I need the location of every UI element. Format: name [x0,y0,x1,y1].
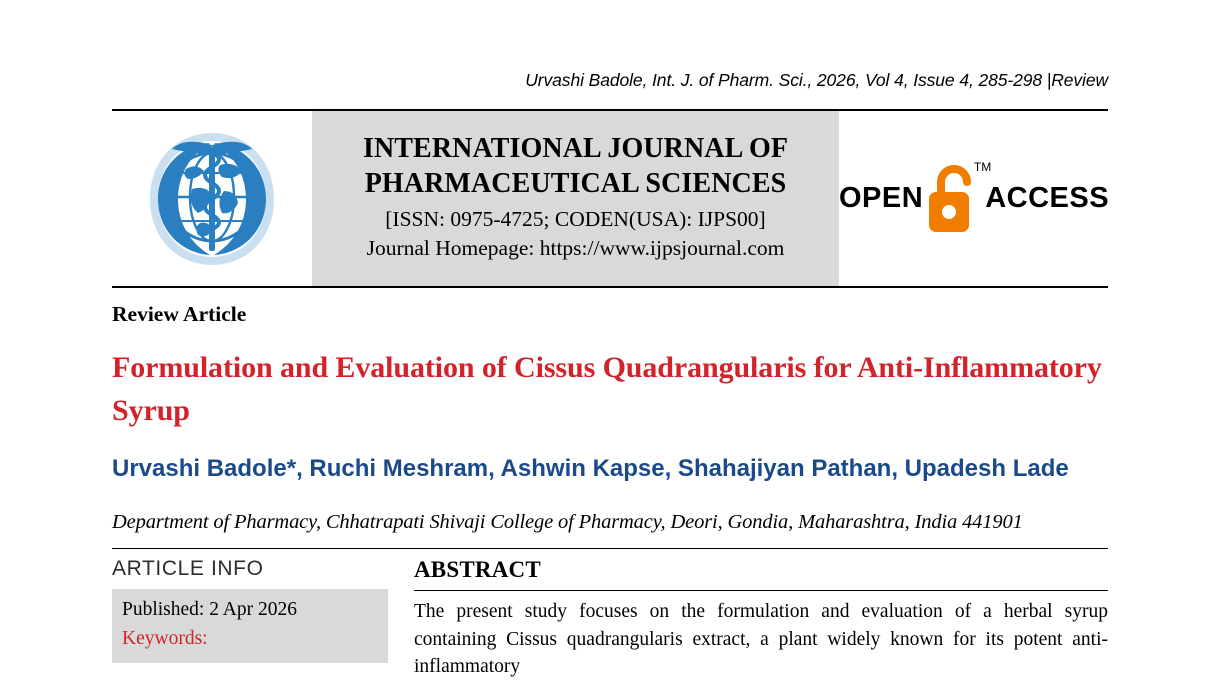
header-rule-bottom [112,286,1108,288]
trademark-mark: TM [973,159,992,174]
article-affiliation: Department of Pharmacy, Chhatrapati Shivaji College of Pharmacy, Deori, Gondia, Maharashtra, India 441901 [112,510,1023,533]
article-type-label: Review Article [112,302,247,326]
open-access-badge [839,111,1109,286]
open-access-lock-icon [927,159,992,236]
abstract-rule [414,590,1108,591]
article-info-box [112,589,388,664]
journal-title-block [312,111,839,286]
open-access-open-label: OPEN [839,182,924,214]
article-info-column [112,557,388,681]
article-info-heading: ARTICLE INFO [112,556,264,580]
journal-homepage: Journal Homepage: https://www.ijpsjournal.com [366,235,785,260]
journal-issn: [ISSN: 0975-4725; CODEN(USA): IJPS00] [385,206,766,231]
abstract-heading: ABSTRACT [414,556,541,582]
article-authors: Urvashi Badole*, Ruchi Meshram, Ashwin Kapse, Shahajiyan Pathan, Upadesh Lade [112,455,1069,483]
who-emblem-icon [112,119,312,279]
article-title: Formulation and Evaluation of Cissus Quadrangularis for Anti-Inflammatory Syrup [112,351,1102,427]
journal-logo-cell [112,111,312,286]
running-head: Urvashi Badole, Int. J. of Pharm. Sci., 2026, Vol 4, Issue 4, 285-298 |Review [525,70,1108,90]
article-published-date: Published: 2 Apr 2026 [122,598,297,620]
article-keywords-label: Keywords: [122,628,208,650]
abstract-text: The present study focuses on the formulation and evaluation of a herbal syrup containing Cissus quadrangularis extract, a plant widely known for its potent anti-inflammatory [414,600,1108,678]
affiliation-rule [112,548,1108,549]
journal-title-line2: PHARMACEUTICAL SCIENCES [364,167,787,199]
article-lower-section [112,557,1108,681]
abstract-column [388,557,1108,681]
journal-title-line1: INTERNATIONAL JOURNAL OF [362,133,789,165]
masthead [112,111,1108,286]
open-access-access-label: ACCESS [985,182,1110,214]
